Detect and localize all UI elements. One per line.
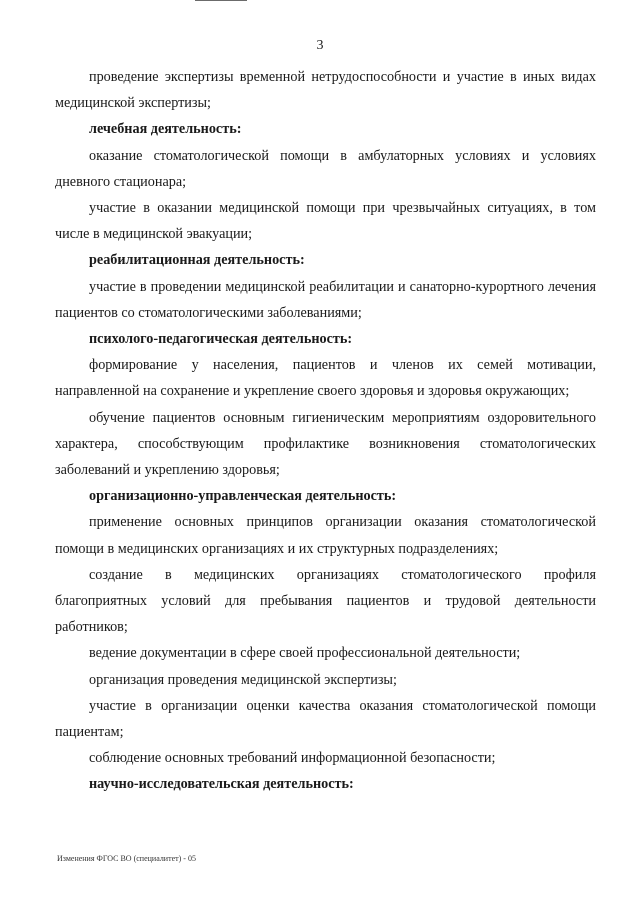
paragraph-3: оказание стоматологической помощи в амбулаторных условиях и условиях дневного стационара; [55,147,596,190]
paragraph-2: лечебная деятельность: [89,121,242,138]
paragraph-15: участие в организации оценки качества оказания стоматологической помощи пациентам; [55,697,596,741]
paragraph-14: организация проведения медицинской экспертизы; [89,671,397,688]
paragraph-13: ведение документации в сфере своей профессиональной деятельности; [89,645,521,662]
document-body [55,64,596,798]
top-edge-rule [195,0,247,1]
paragraph-16: соблюдение основных требований информационной безопасности; [89,750,496,767]
paragraph-17: научно-исследовательская деятельность: [89,776,354,793]
paragraph-8: формирование у населения, пациентов и членов их семей мотивации, направленной на сохранение и укрепление своего здоровья и здоровья окружающих; [55,357,596,400]
paragraph-7: психолого-педагогическая деятельность: [89,331,353,348]
paragraph-6: участие в проведении медицинской реабилитации и санаторно-курортного лечения пациентов со стоматологическими заболеваниями; [55,278,596,321]
paragraph-1: проведение экспертизы временной нетрудоспособности и участие в иных видах медицинской экспертизы; [55,69,596,112]
paragraph-9: обучение пациентов основным гигиеническим мероприятиям оздоровительного характера, способствующим профилактике возникновения стоматологических заболеваний и укреплению здоровья; [55,409,596,479]
page-number: 3 [316,38,324,53]
page-footer: Изменения ФГОС ВО (специалитет) - 05 [57,854,196,863]
paragraph-12: создание в медицинских организациях стоматологического профиля благоприятных условий для пребывания пациентов и трудовой деятельности работников; [55,566,596,636]
paragraph-5: реабилитационная деятельность: [89,252,305,269]
paragraph-4: участие в оказании медицинской помощи при чрезвычайных ситуациях, в том числе в медицинской эвакуации; [55,200,596,243]
paragraph-10: организационно-управленческая деятельность: [89,488,397,505]
paragraph-11: применение основных принципов организации оказания стоматологической помощи в медицинских организациях и их структурных подразделениях; [55,514,596,557]
